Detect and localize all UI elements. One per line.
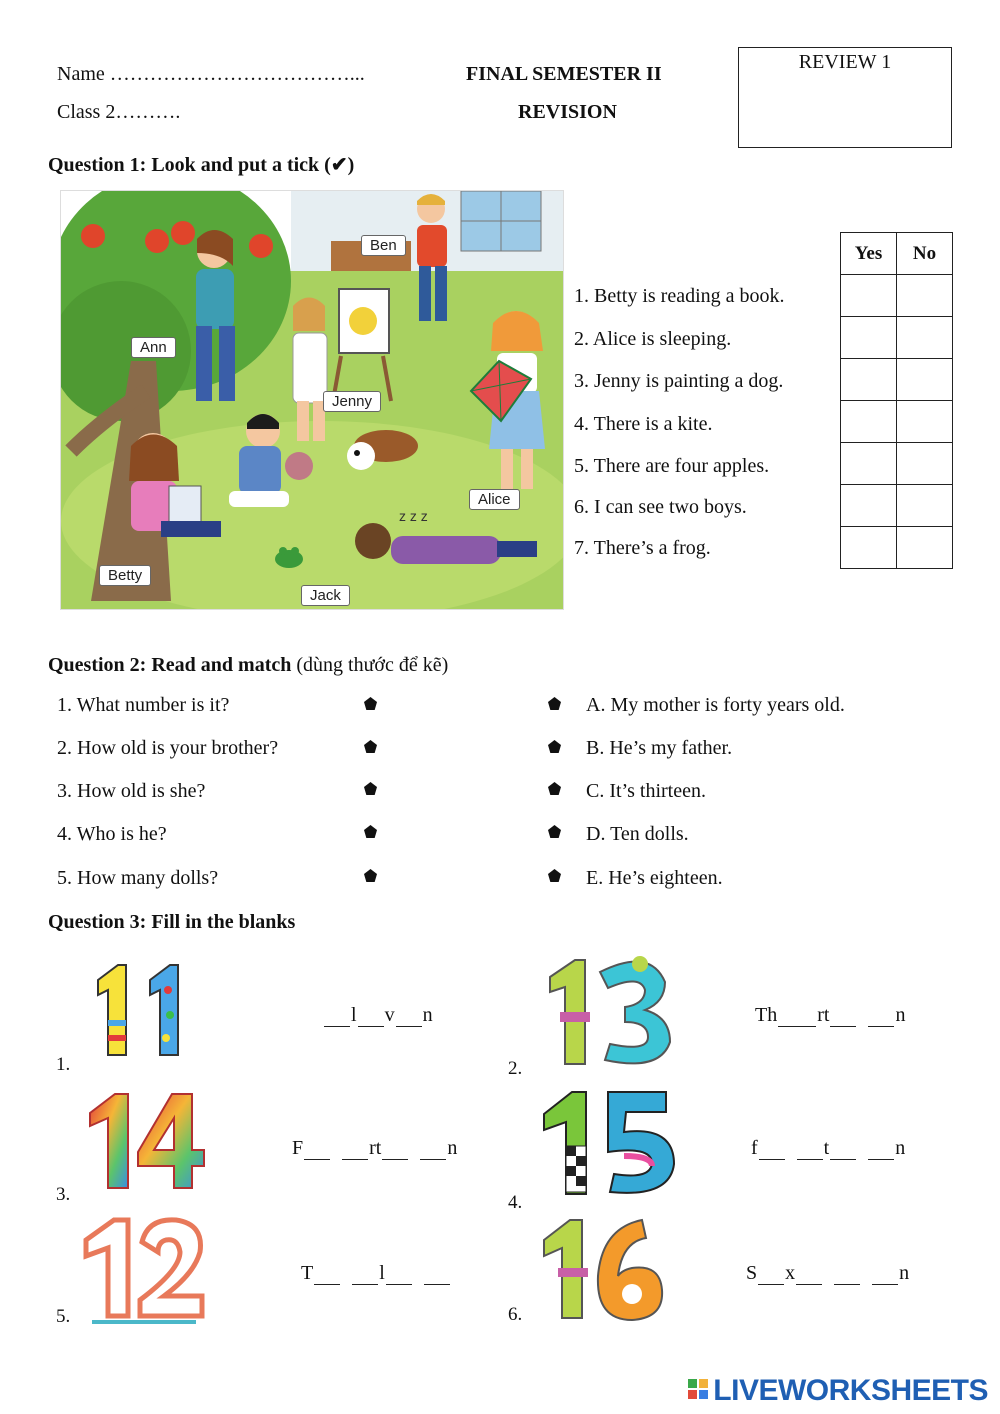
q3-heading: Question 3: Fill in the blanks (48, 911, 296, 933)
worksheet-title: FINAL SEMESTER II (466, 63, 662, 85)
blank-input-4a[interactable] (759, 1141, 785, 1160)
statement-1: 1. Betty is reading a book. (574, 285, 785, 307)
tick-cell-no-3[interactable] (897, 359, 953, 401)
fill-item-number-5: 5. (56, 1306, 71, 1327)
park-scene-illustration (60, 190, 564, 610)
q2-heading-text: Question 2: Read and match (48, 654, 292, 676)
blank-input-5c[interactable] (386, 1266, 412, 1285)
match-dot-left-1[interactable] (364, 697, 377, 710)
match-answer-e: E. He’s eighteen. (586, 867, 723, 889)
review-box-label: REVIEW 1 (798, 51, 892, 73)
blank-input-1b[interactable] (358, 1008, 384, 1027)
number-fourteen-picture (80, 1088, 210, 1196)
fill-word-4 (751, 1137, 905, 1160)
q2-heading (48, 654, 448, 677)
park-scene-drawing (61, 191, 563, 609)
col-no-header: No (897, 233, 953, 275)
fill-word-1-part-2: l (351, 1004, 357, 1026)
review-box (738, 47, 952, 148)
blank-input-4c[interactable] (830, 1141, 856, 1160)
match-answer-b: B. He’s my father. (586, 737, 733, 759)
number-eleven-picture (78, 960, 198, 1060)
fill-word-4-part-5: n (895, 1137, 906, 1159)
number-fifteen-picture (534, 1086, 684, 1198)
fill-word-6-part-1: S (746, 1262, 758, 1284)
tick-cell-yes-4[interactable] (841, 401, 897, 443)
match-answer-c: C. It’s thirteen. (586, 780, 706, 802)
match-dot-right-c[interactable] (548, 782, 561, 795)
tick-cell-no-1[interactable] (897, 275, 953, 317)
statement-2: 2. Alice is sleeping. (574, 328, 732, 350)
number-thirteen-picture (530, 952, 700, 1072)
name-field-label: Name ………………………………... (57, 63, 365, 85)
blank-input-3d[interactable] (420, 1141, 446, 1160)
blank-input-6a[interactable] (758, 1266, 784, 1285)
fill-word-1-part-3: v (384, 1004, 395, 1026)
scene-label-ann: Ann (131, 337, 176, 358)
match-question-2: 2. How old is your brother? (57, 737, 279, 759)
q1-heading: Question 1: Look and put a tick (✔) (48, 154, 355, 176)
match-answer-d: D. Ten dolls. (586, 823, 689, 845)
class-field-label: Class 2………. (57, 101, 181, 123)
match-dot-left-2[interactable] (364, 740, 377, 753)
match-question-1: 1. What number is it? (57, 694, 230, 716)
match-dot-right-a[interactable] (548, 697, 561, 710)
fill-word-2 (755, 1004, 905, 1027)
blank-input-5b[interactable] (352, 1266, 378, 1285)
fill-word-6-part-2: x (785, 1262, 796, 1284)
blank-input-5d[interactable] (424, 1266, 450, 1285)
fill-word-2-part-1: Th (755, 1004, 778, 1026)
fill-item-number-2: 2. (508, 1058, 523, 1079)
match-dot-right-d[interactable] (548, 825, 561, 838)
match-dot-right-b[interactable] (548, 740, 561, 753)
fill-word-3 (292, 1137, 457, 1160)
fill-word-3-part-1: F (292, 1137, 304, 1159)
blank-input-1a[interactable] (324, 1008, 350, 1027)
fill-word-6-part-5: n (899, 1262, 910, 1284)
blank-input-4b[interactable] (797, 1141, 823, 1160)
tick-cell-yes-2[interactable] (841, 317, 897, 359)
scene-label-betty: Betty (99, 565, 151, 586)
blank-input-4d[interactable] (868, 1141, 894, 1160)
tick-cell-yes-1[interactable] (841, 275, 897, 317)
tick-cell-no-7[interactable] (897, 527, 953, 569)
fill-word-6 (746, 1262, 909, 1285)
blank-input-2a[interactable] (778, 1008, 816, 1027)
tick-cell-no-2[interactable] (897, 317, 953, 359)
blank-input-2c[interactable] (868, 1008, 894, 1027)
fill-word-3-part-3: rt (369, 1137, 382, 1159)
fill-item-number-3: 3. (56, 1184, 71, 1205)
tick-cell-no-4[interactable] (897, 401, 953, 443)
match-question-5: 5. How many dolls? (57, 867, 219, 889)
blank-input-1c[interactable] (396, 1008, 422, 1027)
blank-input-3b[interactable] (342, 1141, 368, 1160)
logo-icon (688, 1377, 710, 1403)
svg-text:z z z: z z z (399, 508, 428, 524)
scene-label-alice: Alice (469, 489, 520, 510)
liveworksheets-logo (688, 1374, 988, 1408)
tick-cell-yes-6[interactable] (841, 485, 897, 527)
tick-cell-no-5[interactable] (897, 443, 953, 485)
blank-input-5a[interactable] (314, 1266, 340, 1285)
fill-word-5-part-3: l (379, 1262, 385, 1284)
fill-word-4-part-3: t (823, 1137, 830, 1159)
logo-text: LIVEWORKSHEETS (713, 1374, 988, 1407)
statement-3: 3. Jenny is painting a dog. (574, 370, 784, 392)
fill-word-2-part-4: n (895, 1004, 906, 1026)
match-dot-right-e[interactable] (548, 869, 561, 882)
scene-label-jenny: Jenny (323, 391, 381, 412)
statement-6: 6. I can see two boys. (574, 496, 747, 518)
blank-input-2b[interactable] (830, 1008, 856, 1027)
fill-word-2-part-2: rt (817, 1004, 830, 1026)
tick-cell-yes-3[interactable] (841, 359, 897, 401)
blank-input-6d[interactable] (872, 1266, 898, 1285)
fill-item-number-4: 4. (508, 1192, 523, 1213)
blank-input-3a[interactable] (304, 1141, 330, 1160)
col-yes-header: Yes (841, 233, 897, 275)
match-dot-left-5[interactable] (364, 869, 377, 882)
statement-7: 7. There’s a frog. (574, 537, 711, 559)
match-question-4: 4. Who is he? (57, 823, 167, 845)
fill-word-3-part-5: n (447, 1137, 458, 1159)
tick-cell-yes-7[interactable] (841, 527, 897, 569)
statement-5: 5. There are four apples. (574, 455, 770, 477)
statement-4: 4. There is a kite. (574, 413, 713, 435)
fill-word-5 (301, 1262, 451, 1285)
fill-word-1 (323, 1004, 433, 1027)
match-dot-left-3[interactable] (364, 782, 377, 795)
blank-input-3c[interactable] (382, 1141, 408, 1160)
blank-input-6b[interactable] (796, 1266, 822, 1285)
fill-word-1-part-4: n (422, 1004, 433, 1026)
match-dot-left-4[interactable] (364, 825, 377, 838)
tick-table (840, 232, 953, 569)
number-twelve-picture (76, 1212, 212, 1324)
match-answer-a: A. My mother is forty years old. (586, 694, 845, 716)
fill-word-5-part-1: T (301, 1262, 314, 1284)
match-question-3: 3. How old is she? (57, 780, 206, 802)
fill-item-number-6: 6. (508, 1304, 523, 1325)
scene-label-jack: Jack (301, 585, 350, 606)
tick-cell-no-6[interactable] (897, 485, 953, 527)
scene-label-ben: Ben (361, 235, 406, 256)
fill-word-4-part-1: f (751, 1137, 758, 1159)
blank-input-6c[interactable] (834, 1266, 860, 1285)
tick-cell-yes-5[interactable] (841, 443, 897, 485)
q2-heading-note: (dùng thước để kẽ) (296, 654, 449, 676)
number-sixteen-picture (532, 1212, 672, 1324)
worksheet-subtitle: REVISION (518, 101, 617, 123)
fill-item-number-1: 1. (56, 1054, 71, 1075)
